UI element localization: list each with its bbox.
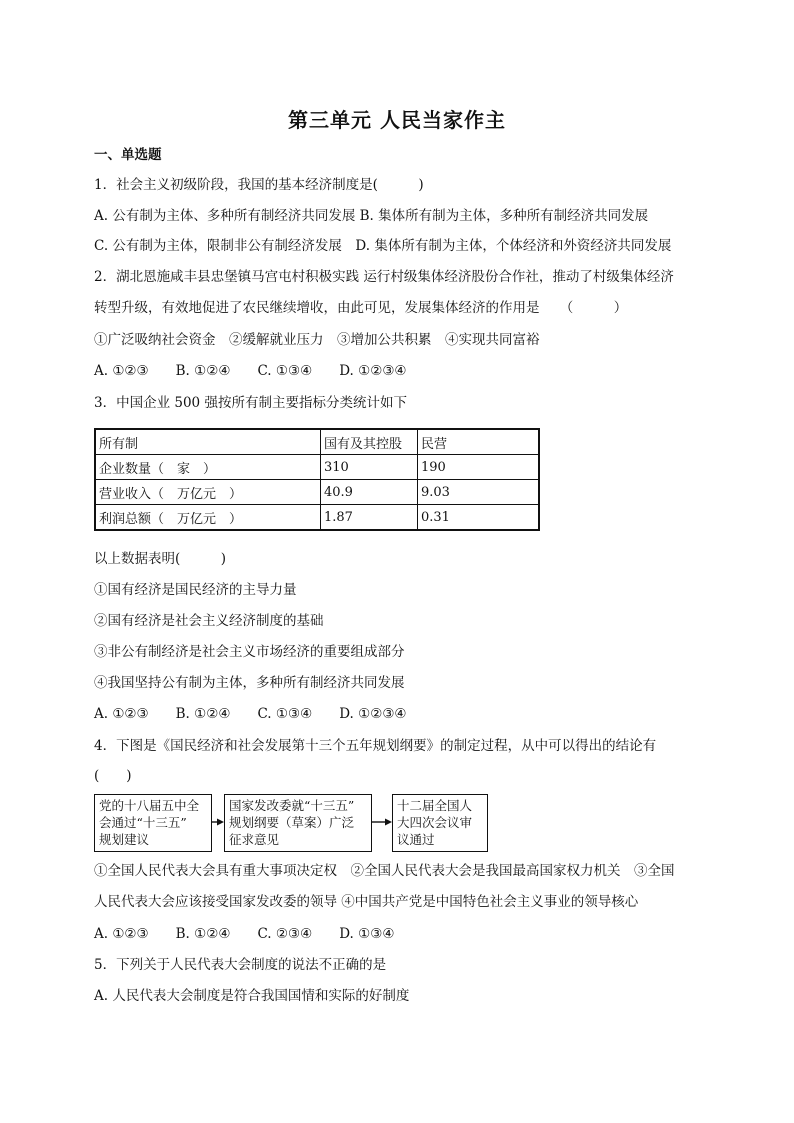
table-cell: 企业数量（ 家 ） (95, 455, 321, 480)
q4-stem-line2: ( ) (94, 768, 132, 784)
flow-step-3-line: 大四次会议审 (397, 815, 473, 830)
q5-option-a: A. 人民代表大会制度是符合我国国情和实际的好制度 (94, 988, 410, 1004)
q3-statement-1: ①国有经济是国民经济的主导力量 (94, 582, 297, 598)
table-cell: 190 (418, 455, 540, 480)
flow-step-3-line: 议通过 (397, 832, 435, 847)
flow-step-1-line: 规划建议 (99, 832, 150, 847)
table-cell: 310 (321, 455, 418, 480)
page-title: 第三单元 人民当家作主 (288, 108, 506, 132)
q3-stem: 3．中国企业 500 强按所有制主要指标分类统计如下 (94, 395, 407, 411)
flow-step-2-line: 征求意见 (229, 832, 280, 847)
table-cell: 40.9 (321, 480, 418, 505)
flow-step-2-line: 国家发改委就“十三五” (229, 798, 355, 813)
q1-stem: 1．社会主义初级阶段，我国的基本经济制度是( ) (94, 177, 424, 193)
table-cell: 0.31 (418, 505, 540, 531)
q4-statements-line1: ①全国人民代表大会具有重大事项决定权 ②全国人民代表大会是我国最高国家权力机关 ③全国 (94, 863, 675, 879)
q3-statement-2: ②国有经济是社会主义经济制度的基础 (94, 613, 324, 629)
flow-step-3-line: 十二届全国人 (397, 798, 473, 813)
flow-step-2-line: 规划纲要（草案）广泛 (229, 815, 355, 830)
q3-statement-4: ④我国坚持公有制为主体，多种所有制经济共同发展 (94, 675, 405, 691)
q4-statements-line2: 人民代表大会应该接受国家发改委的领导 ④中国共产党是中国特色社会主义事业的领导核心 (94, 894, 639, 910)
table-cell: 1.87 (321, 505, 418, 531)
flow-arrow-2 (372, 819, 392, 826)
table-cell: 营业收入（ 万亿元 ） (95, 480, 321, 505)
table-header-cell: 国有及其控股 (321, 429, 418, 455)
flow-step-1-line: 党的十八届五中全 (99, 798, 200, 813)
table-cell: 9.03 (418, 480, 540, 505)
q4-options: A. ①②③ B. ①②④ C. ②③④ D. ①③④ (94, 926, 395, 942)
q1-options-cd: C. 公有制为主体，限制非公有制经济发展 D. 集体所有制为主体，个体经济和外资经济共同发展 (94, 238, 672, 254)
q1-options-ab: A. 公有制为主体、多种所有制经济共同发展 B. 集体所有制为主体，多种所有制经济共同发展 (94, 208, 649, 224)
table-header-cell: 民营 (418, 429, 540, 455)
table-cell: 利润总额（ 万亿元 ） (95, 505, 321, 531)
flow-arrow-1 (212, 819, 224, 826)
q3-statement-3: ③非公有制经济是社会主义市场经济的重要组成部分 (94, 644, 405, 660)
q3-options: A. ①②③ B. ①②④ C. ①③④ D. ①②③④ (94, 706, 407, 722)
q4-stem-line1: 4．下图是《国民经济和社会发展第十三个五年规划纲要》的制定过程，从中可以得出的结论有 (94, 738, 657, 754)
q2-stem-line2: 转型升级，有效地促进了农民继续增收，由此可见，发展集体经济的作用是 （ ） (94, 300, 628, 316)
q5-stem: 5．下列关于人民代表大会制度的说法不正确的是 (94, 957, 387, 973)
q2-stem-line1: 2．湖北恩施咸丰县忠堡镇马宫屯村积极实践 运行村级集体经济股份合作社，推动了村级集体经济 (94, 269, 674, 285)
table-header-cell: 所有制 (95, 429, 321, 455)
q2-statements: ①广泛吸纳社会资金 ②缓解就业压力 ③增加公共积累 ④实现共同富裕 (94, 332, 540, 348)
q3-prompt: 以上数据表明( ) (94, 551, 227, 567)
section-heading: 一、单选题 (94, 147, 162, 163)
flow-step-1-line: 会通过“十三五” (99, 815, 187, 830)
q2-options: A. ①②③ B. ①②④ C. ①③④ D. ①②③④ (94, 363, 407, 379)
